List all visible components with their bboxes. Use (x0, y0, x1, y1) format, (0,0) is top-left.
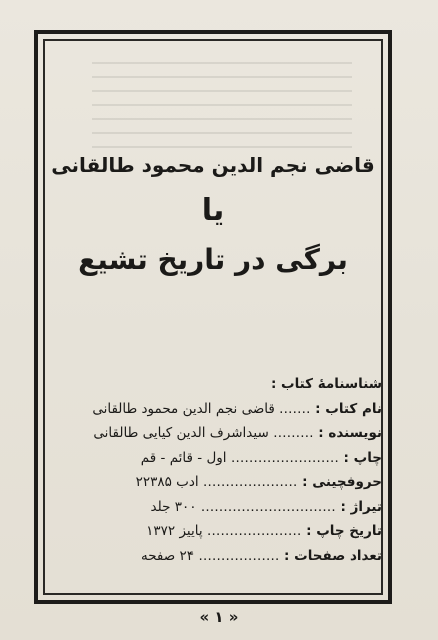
title-line-1: قاضی نجم الدین محمود طالقانی (51, 153, 375, 177)
book-info-block (54, 372, 382, 568)
info-label: تاریخ چاپ : (301, 523, 382, 539)
info-row-title (54, 397, 382, 422)
info-label: نویسنده : (313, 425, 382, 441)
info-row-print-date (54, 519, 382, 544)
info-label: تیراژ : (335, 498, 382, 515)
info-value: ………………… ادب ۲۲۳۸۵ (135, 474, 298, 490)
info-value: …………………… اول - قائم - قم (140, 449, 339, 466)
info-row-print (54, 446, 382, 471)
show-through-text (92, 62, 352, 152)
title-block (50, 150, 376, 280)
info-row-author (54, 421, 382, 446)
title-line-2: یا (201, 193, 225, 228)
info-label: حروفچینی : (297, 474, 382, 490)
info-label: چاپ : (338, 449, 382, 466)
info-row-typesetting (54, 470, 382, 495)
info-row-page-count (54, 544, 382, 569)
info-value: ………………………… ۳۰۰ جلد (150, 498, 336, 515)
info-value: ……. قاضی نجم الدین محمود طالقانی (92, 400, 311, 417)
info-label: تعداد صفحات : (279, 547, 382, 564)
info-heading: شناسنامهٔ کتاب : (270, 376, 382, 392)
info-row-circulation (54, 495, 382, 520)
info-value: ……………… ۲۴ صفحه (140, 547, 280, 564)
page-number: « ۱ » (199, 608, 239, 626)
title-line-3: برگی در تاریخ تشیع (78, 243, 348, 276)
info-value: ………………… پاییز ۱۳۷۲ (146, 523, 302, 539)
info-label: نام کتاب : (310, 400, 382, 417)
info-value: ……… سیداشرف الدین کیایی طالقانی (93, 425, 314, 441)
